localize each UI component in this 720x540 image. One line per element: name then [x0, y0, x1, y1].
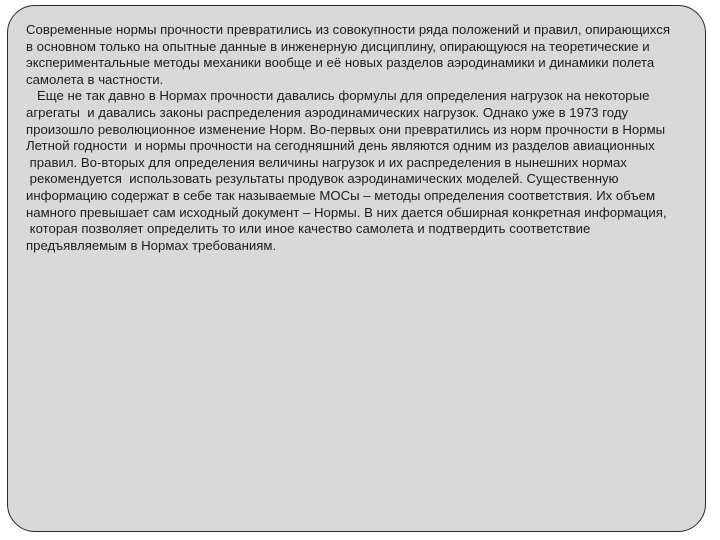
text-line: намного превышает сам исходный документ – Нормы. В них дается обширная конкретная информация, — [26, 204, 667, 220]
text-line: произошло революционное изменение Норм. Во-первых они превратились из норм прочности в Нормы — [26, 121, 666, 137]
text-line: в основном только на опытные данные в инженерную дисциплину, опирающуюся на теоретические и — [26, 38, 650, 54]
text-line: Современные нормы прочности превратились из совокупности ряда положений и правил, опирающихся — [26, 22, 670, 37]
text-line: агрегаты и давались законы распределения аэродинамических нагрузок. Однако уже в 1973 году — [26, 104, 629, 120]
text-line: предъявляемым в Нормах требованиям. — [26, 237, 277, 253]
text-line: самолета в частности. — [26, 71, 164, 87]
body-text — [26, 22, 698, 254]
text-panel — [7, 5, 706, 532]
text-line: Еще не так давно в Нормах прочности давались формулы для определения нагрузок на некоторые — [26, 88, 650, 104]
text-line: правил. Во-вторых для определения величины нагрузок и их распределения в нынешних нормах — [26, 154, 627, 170]
text-line: информацию содержат в себе так называемые МОСы – методы определения соответствия. Их объем — [26, 187, 656, 203]
text-line: рекомендуется использовать результаты продувок аэродинамических моделей. Существенную — [26, 171, 619, 187]
text-line: экспериментальные методы механики вообще и её новых разделов аэродинамики и динамики полета — [26, 55, 655, 71]
text-line: которая позволяет определить то или иное качество самолета и подтвердить соответствие — [26, 221, 591, 237]
text-line: Летной годности и нормы прочности на сегодняшний день являются одним из разделов авиационных — [26, 138, 655, 154]
